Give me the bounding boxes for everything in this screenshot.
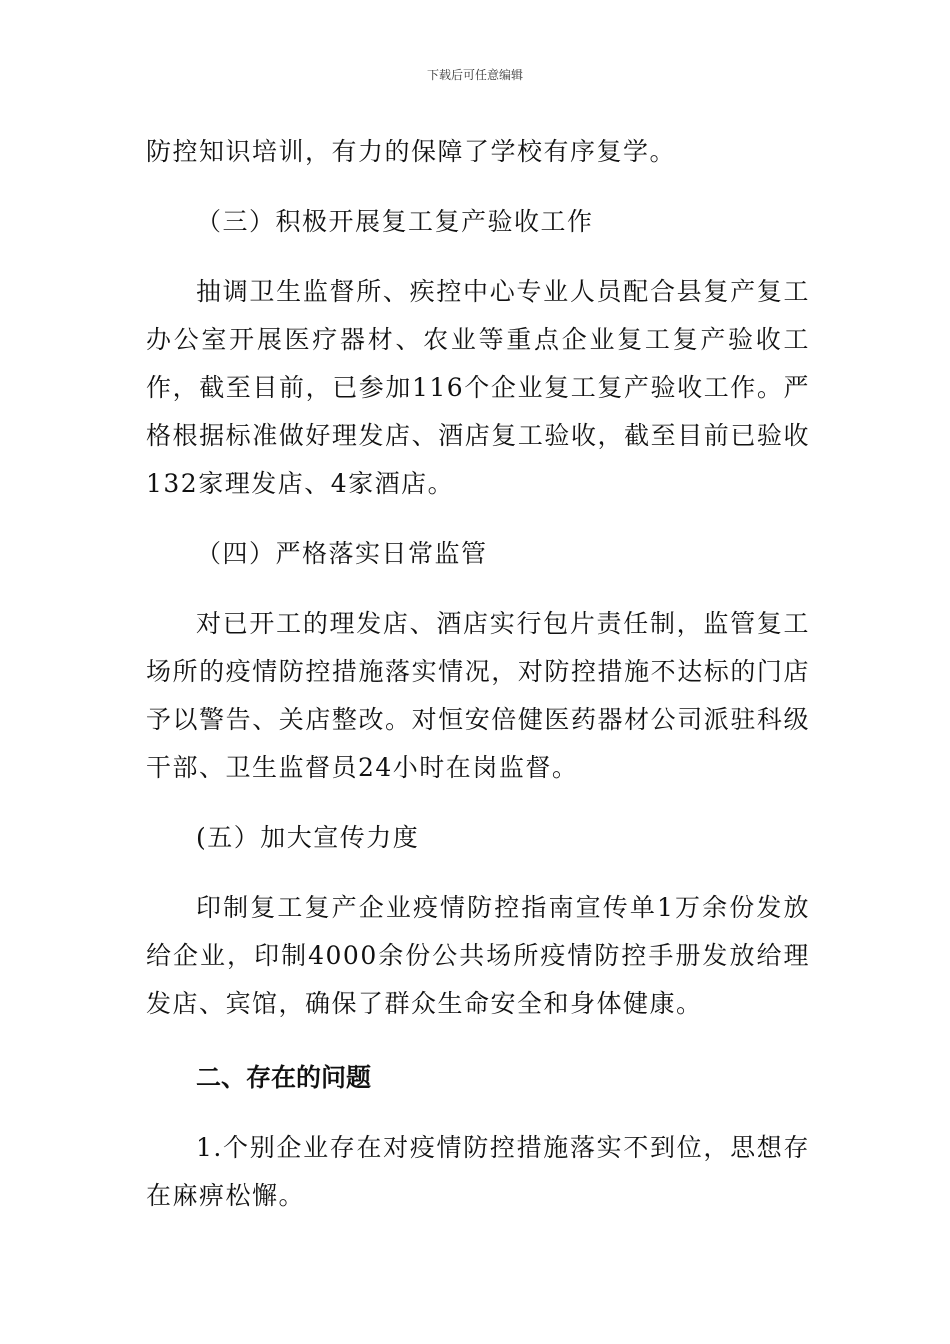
section-heading-2: 二、存在的问题 [196, 1063, 372, 1092]
subheading-3: （三）积极开展复工复产验收工作 [196, 207, 594, 236]
header-note: 下载后可任意编辑 [426, 68, 523, 82]
subheading-4: （四）严格落实日常监管 [196, 539, 488, 568]
subheading-5: (五）加大宣传力度 [196, 823, 420, 852]
paragraph-4: 对已开工的理发店、酒店实行包片责任制，监管复工场所的疫情防控措施落实情况，对防控措施不达标的门店予以警告、关店整改。对恒安倍健医药器材公司派驻科级干部、卫生监督员24小时在岗监督。 [146, 609, 810, 782]
paragraph-6: 1.个别企业存在对疫情防控措施落实不到位，思想存在麻痹松懈。 [146, 1133, 810, 1210]
paragraph-continuation: 防控知识培训，有力的保障了学校有序复学。 [146, 137, 677, 166]
paragraph-5: 印制复工复产企业疫情防控指南宣传单1万余份发放给企业，印制4000余份公共场所疫情防控手册发放给理发店、宾馆，确保了群众生命安全和身体健康。 [146, 893, 810, 1018]
paragraph-3: 抽调卫生监督所、疾控中心专业人员配合县复产复工办公室开展医疗器材、农业等重点企业复工复产验收工作，截至目前，已参加116个企业复工复产验收工作。严格根据标准做好理发店、酒店复工验收，截至目前已验收132家理发店、4家酒店。 [146, 277, 810, 498]
document-body [146, 128, 810, 1220]
